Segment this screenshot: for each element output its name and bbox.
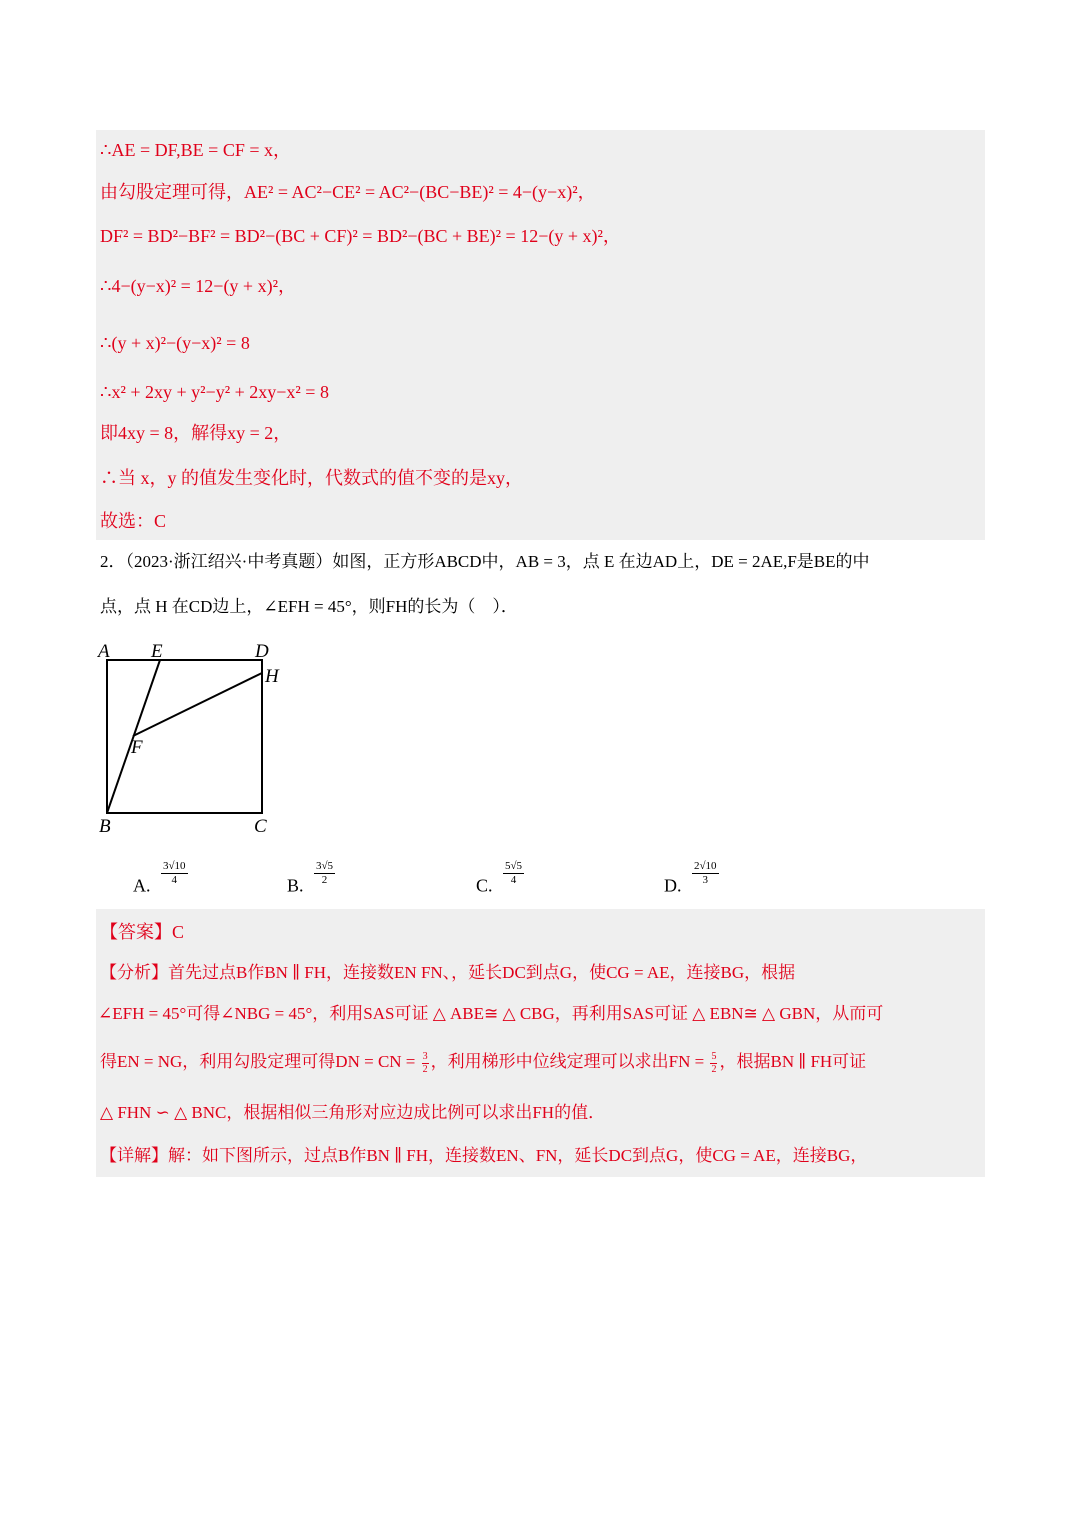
- option-b-denominator: 2: [321, 874, 328, 886]
- solution-line-6: ∴x² + 2xy + y²−y² + 2xy−x² = 8: [100, 382, 329, 402]
- answer-line: 【答案】C: [100, 922, 185, 942]
- label-b: B: [99, 816, 111, 837]
- solution-line-7: 即4xy = 8，解得xy = 2，: [100, 423, 292, 443]
- analysis-line-3: [100, 1050, 866, 1076]
- dn-fraction-numerator: 3: [422, 1050, 428, 1062]
- solution-line-4: ∴4−(y−x)² = 12−(y + x)²，: [100, 276, 296, 296]
- solution-line-2: 由勾股定理可得，AE² = AC²−CE² = AC²−(BC−BE)² = 4−(y−x)²，: [100, 182, 596, 202]
- option-a-numerator: 3√10: [163, 860, 186, 872]
- label-d: D: [255, 641, 269, 662]
- option-d-letter: D.: [664, 875, 682, 896]
- analysis-line-1: 【分析】首先过点B作BN ∥ FH，连接数EN FN、，延长DC到点G，使CG = AE，连接BG，根据: [100, 963, 796, 982]
- analysis-line-3-part-b: ，利用梯形中位线定理可以求出FN =: [430, 1052, 709, 1071]
- solution-line-9: 故选：C: [100, 511, 167, 531]
- solution-line-8: ∴当 x，y 的值发生变化时，代数式的值不变的是xy，: [100, 468, 523, 488]
- label-c: C: [254, 816, 267, 837]
- option-b-letter: B.: [287, 875, 304, 896]
- option-a-fraction: [161, 860, 188, 887]
- option-c-fraction: [503, 860, 524, 887]
- option-b[interactable]: [287, 860, 335, 897]
- option-a-letter: A.: [133, 875, 151, 896]
- option-b-numerator: 3√5: [316, 860, 334, 872]
- option-c[interactable]: [476, 860, 524, 897]
- option-c-numerator: 5√5: [505, 860, 523, 872]
- fn-fraction: [710, 1051, 717, 1076]
- label-h: H: [265, 666, 279, 687]
- solution-line-5: ∴(y + x)²−(y−x)² = 8: [100, 333, 250, 353]
- option-b-fraction: [314, 860, 335, 887]
- solution-line-1: ∴AE = DF,BE = CF = x，: [100, 140, 291, 160]
- fn-fraction-numerator: 5: [711, 1050, 717, 1062]
- option-c-denominator: 4: [510, 874, 517, 886]
- option-d-denominator: 3: [702, 874, 709, 886]
- solution-line-3: DF² = BD²−BF² = BD²−(BC + CF)² = BD²−(BC + BE)² = 12−(y + x)²，: [100, 226, 621, 246]
- analysis-line-2: ∠EFH = 45°可得∠NBG = 45°，利用SAS可证 △ ABE≅ △ CBG，再利用SAS可证 △ EBN≅ △ GBN，从而可: [98, 1004, 884, 1023]
- label-e: E: [151, 641, 163, 662]
- analysis-line-4: △ FHN ∽ △ BNC，根据相似三角形对应边成比例可以求出FH的值．: [100, 1103, 606, 1122]
- analysis-line-3-part-c: ，根据BN ∥ FH可证: [719, 1052, 867, 1071]
- option-a[interactable]: [133, 860, 188, 897]
- analysis-line-3-part-a: 得EN = NG，利用勾股定理可得DN = CN =: [100, 1052, 420, 1071]
- fn-fraction-denominator: 2: [711, 1063, 717, 1075]
- label-f: F: [131, 737, 143, 758]
- option-d-numerator: 2√10: [694, 860, 717, 872]
- option-d-fraction: [692, 860, 719, 887]
- option-a-denominator: 4: [171, 874, 178, 886]
- question-2-line-2: 点，点 H 在CD边上，∠EFH = 45°，则FH的长为（ ）．: [100, 597, 518, 616]
- dn-fraction: [422, 1051, 429, 1076]
- option-d[interactable]: [664, 860, 719, 897]
- question-2-line-1: 2．（2023·浙江绍兴·中考真题）如图，正方形ABCD中，AB = 3，点 E 在边AD上，DE = 2AE,F是BE的中: [100, 552, 870, 571]
- detail-line: 【详解】解：如下图所示，过点B作BN ∥ FH，连接数EN、FN，延长DC到点G，使CG = AE，连接BG，: [100, 1146, 868, 1165]
- square-figure: [95, 640, 295, 840]
- label-a: A: [98, 641, 110, 662]
- option-c-letter: C.: [476, 875, 493, 896]
- dn-fraction-denominator: 2: [422, 1063, 428, 1075]
- answer-box-2: [96, 909, 985, 1177]
